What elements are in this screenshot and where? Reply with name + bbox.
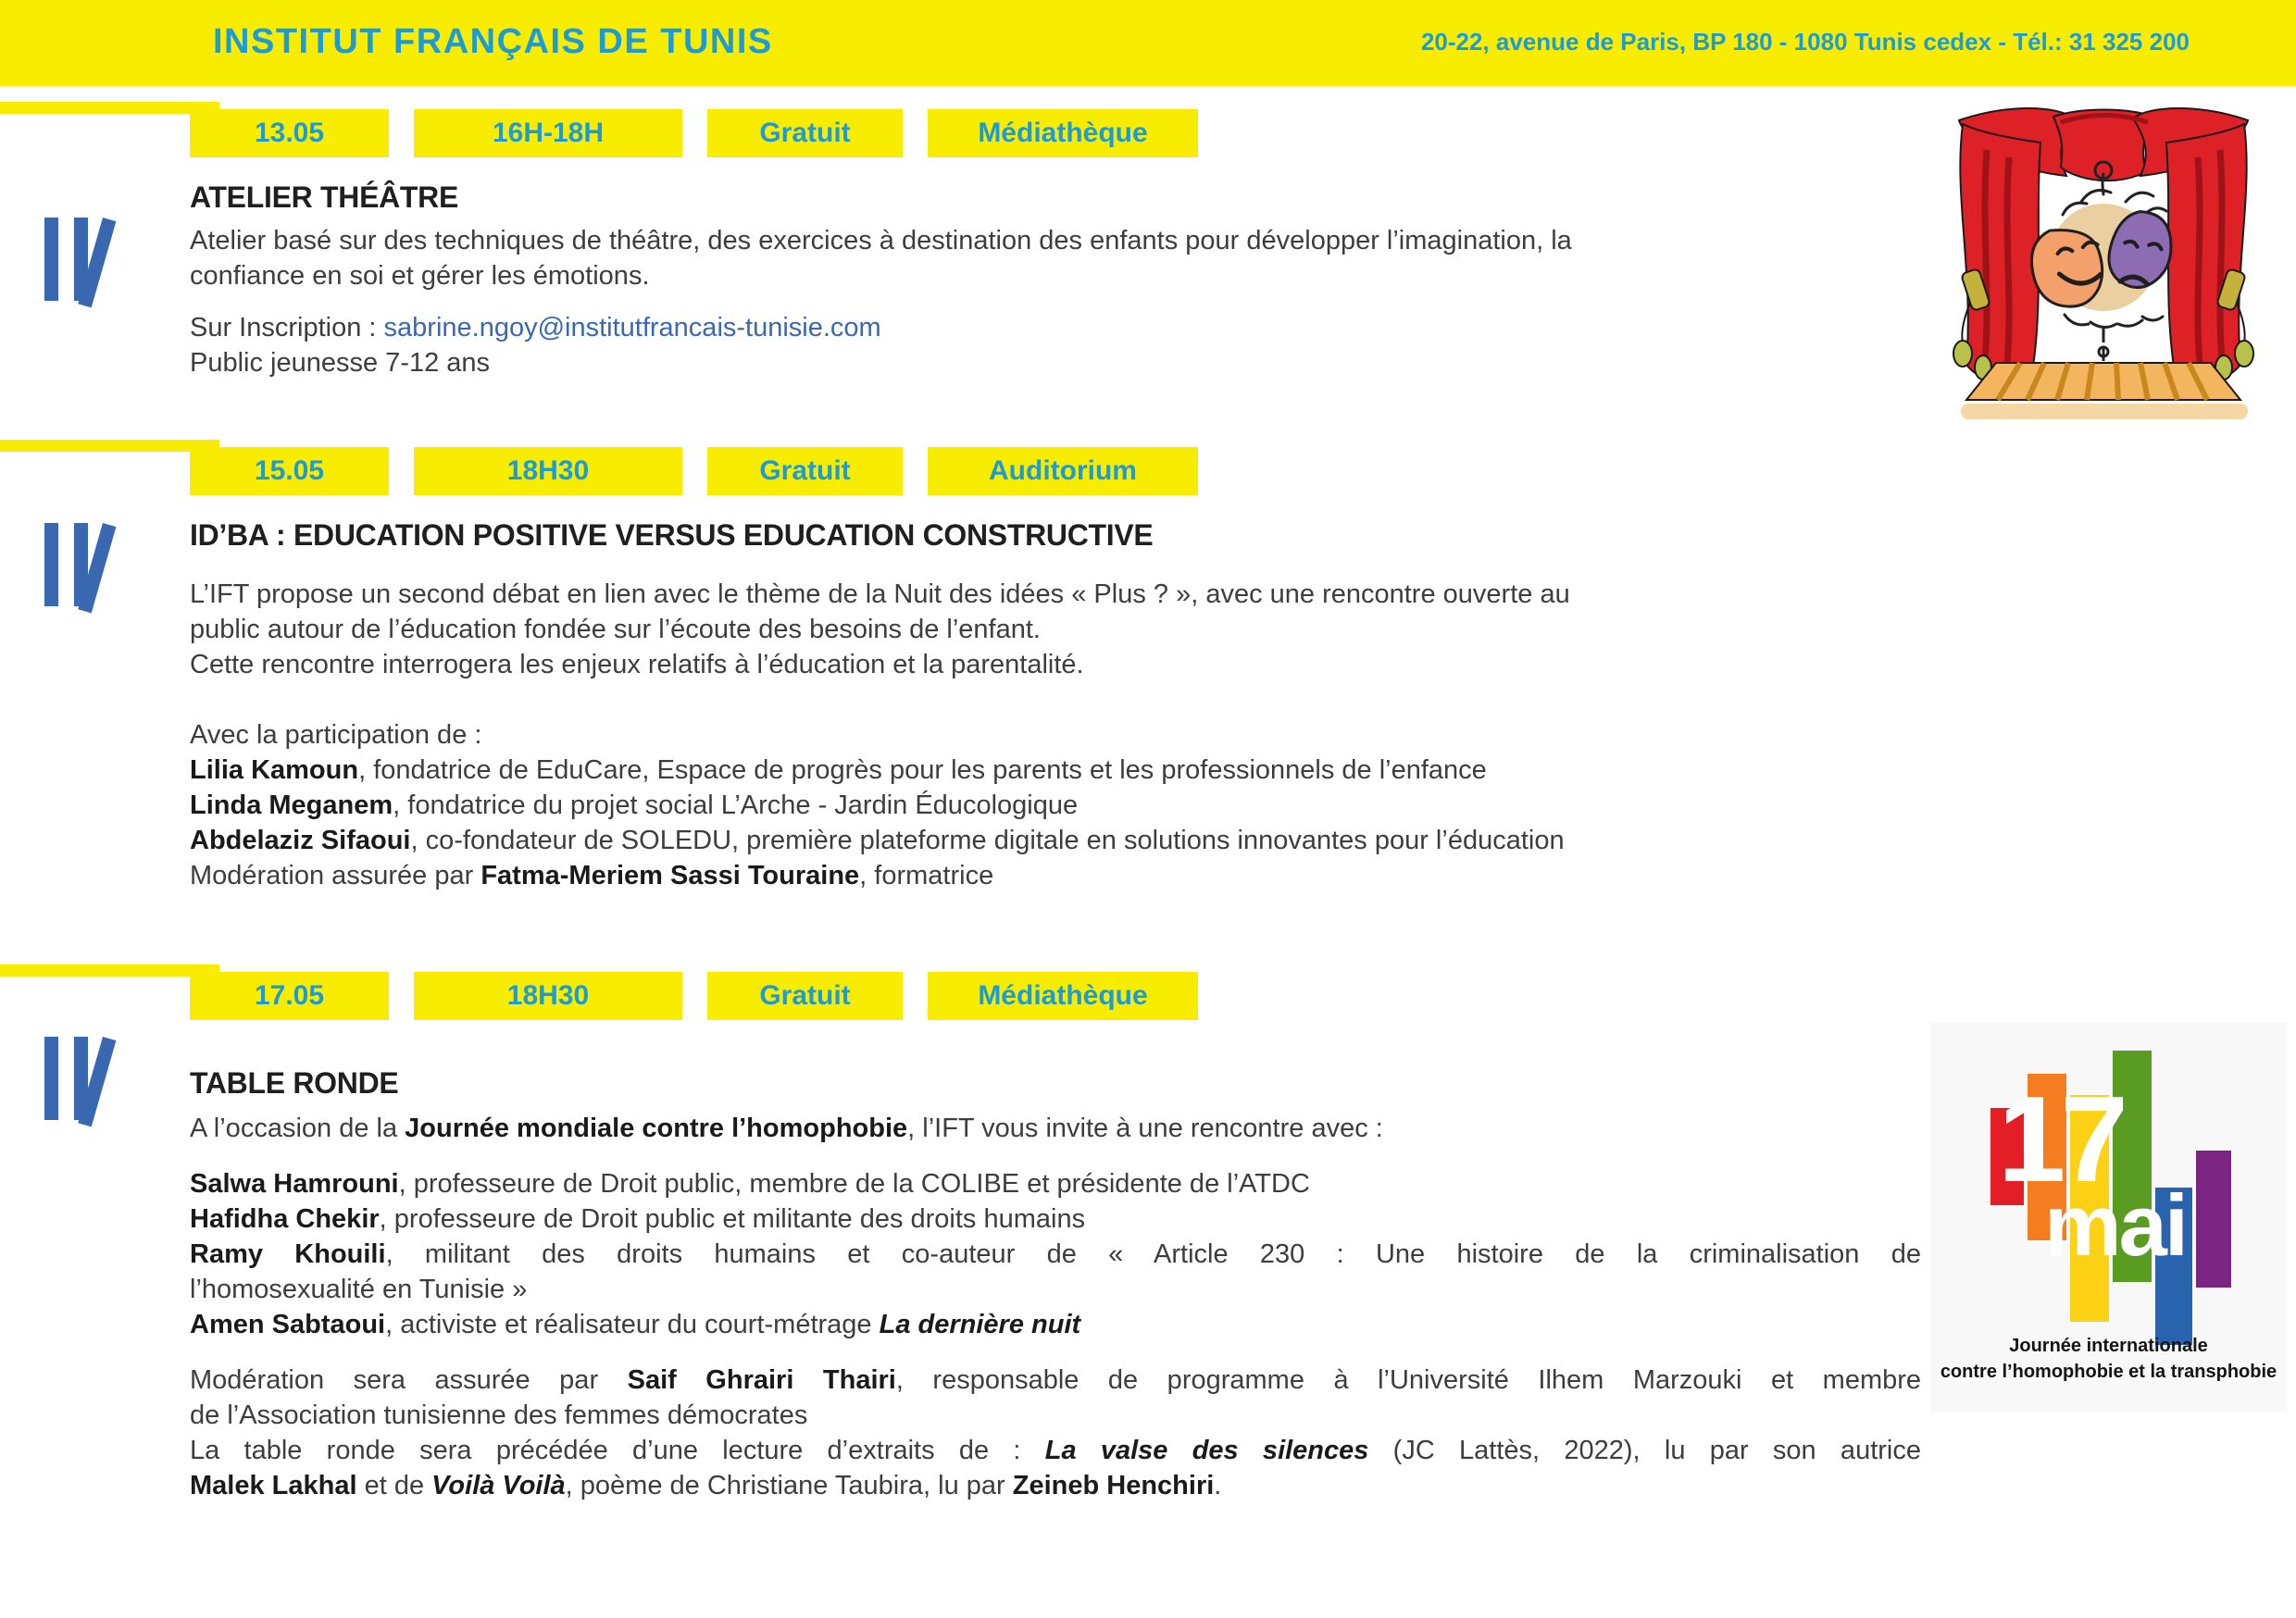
paragraph bbox=[190, 1111, 1921, 1146]
event-tags bbox=[190, 447, 1198, 495]
bar-purple bbox=[2196, 1151, 2231, 1288]
may17-number: 17 bbox=[1998, 1071, 2123, 1207]
text-segment: Zeineb Henchiri bbox=[1012, 1471, 1215, 1500]
text-segment: , responsable de programme à l’Université Ilhem Marzouki et membre bbox=[895, 1365, 1922, 1395]
text-line bbox=[190, 1237, 1921, 1272]
event-description bbox=[190, 1111, 1921, 1503]
email-link[interactable]: sabrine.ngoy@institutfrancais-tunisie.com bbox=[383, 313, 881, 342]
text-line bbox=[190, 1398, 1921, 1433]
tag-location: Médiathèque bbox=[928, 109, 1198, 157]
paragraph bbox=[190, 577, 1921, 682]
text-line bbox=[190, 258, 1921, 293]
text-segment: La dernière nuit bbox=[879, 1310, 1081, 1339]
text-line bbox=[190, 1201, 1921, 1237]
text-line bbox=[190, 223, 1921, 258]
text-segment: , fondatrice de EduCare, Espace de progrès pour les parents et les professionnels de l’enfance bbox=[358, 755, 1487, 785]
tag-price: Gratuit bbox=[707, 972, 903, 1020]
text-line bbox=[190, 1363, 1921, 1398]
text-segment: A l’occasion de la bbox=[190, 1114, 406, 1143]
tag-time: 18H30 bbox=[414, 972, 682, 1020]
text-segment: , professeure de Droit public, membre de la COLIBE et présidente de l’ATDC bbox=[398, 1169, 1310, 1199]
tag-location: Médiathèque bbox=[928, 972, 1198, 1020]
text-segment: Malek Lakhal bbox=[190, 1471, 357, 1500]
text-line bbox=[190, 717, 1921, 753]
event-description bbox=[190, 577, 1921, 893]
text-segment: Ramy Khouili bbox=[190, 1239, 386, 1269]
text-segment: Lilia Kamoun bbox=[190, 755, 359, 785]
institut-francais-books-icon bbox=[44, 523, 151, 620]
text-line bbox=[190, 823, 1921, 858]
text-segment: La valse des silences bbox=[1044, 1436, 1369, 1465]
text-segment: Fatma-Meriem Sassi Touraine bbox=[480, 861, 860, 890]
text-line bbox=[190, 647, 1921, 682]
paragraph bbox=[190, 310, 1921, 380]
text-segment: public autour de l’éducation fondée sur l’écoute des besoins de l’enfant. bbox=[190, 615, 1041, 644]
theater-stage-illustration bbox=[1942, 85, 2265, 426]
tag-date: 13.05 bbox=[190, 109, 389, 157]
text-segment: Saif Ghrairi Thairi bbox=[627, 1365, 896, 1395]
text-segment: Atelier basé sur des techniques de théâtre, des exercices à destination des enfants pour développer l’imagination, la bbox=[190, 226, 1572, 255]
may17-color-bars bbox=[1990, 1051, 2231, 1328]
text-segment: , militant des droits humains et co-auteur de « Article 230 : Une histoire de la criminalisation de bbox=[385, 1239, 1921, 1269]
text-segment: (JC Lattès, 2022), lu par son autrice bbox=[1368, 1436, 1921, 1465]
paragraph bbox=[190, 1363, 1921, 1503]
tag-date: 17.05 bbox=[190, 972, 389, 1020]
text-segment: Salwa Hamrouni bbox=[190, 1169, 399, 1199]
paragraph bbox=[190, 717, 1921, 893]
text-segment: , professeure de Droit public et militante des droits humains bbox=[379, 1204, 1086, 1234]
text-segment: Cette rencontre interrogera les enjeux relatifs à l’éducation et la parentalité. bbox=[190, 650, 1084, 679]
institution-title: INSTITUT FRANÇAIS DE TUNIS bbox=[213, 22, 773, 61]
event-title: TABLE RONDE bbox=[190, 1066, 399, 1100]
text-line bbox=[190, 858, 1921, 893]
paragraph bbox=[190, 1166, 1921, 1342]
text-segment: , co-fondateur de SOLEDU, première plateforme digitale en solutions innovantes pour l’éducation bbox=[410, 826, 1565, 855]
text-segment: Linda Meganem bbox=[190, 790, 393, 820]
text-segment: l’homosexualité en Tunisie » bbox=[190, 1275, 528, 1304]
text-segment: Voilà Voilà bbox=[431, 1471, 566, 1500]
text-line bbox=[190, 1433, 1921, 1468]
text-line bbox=[190, 612, 1921, 647]
tag-price: Gratuit bbox=[707, 109, 903, 157]
text-segment: Amen Sabtaoui bbox=[190, 1310, 386, 1339]
may17-caption-line1: Journée internationale bbox=[2009, 1336, 2208, 1356]
event-description bbox=[190, 223, 1921, 380]
text-line bbox=[190, 1272, 1921, 1307]
text-segment: confiance en soi et gérer les émotions. bbox=[190, 261, 650, 291]
may17-idahot-logo bbox=[1930, 1023, 2287, 1412]
section-marker bbox=[0, 102, 219, 114]
event-title: ID’BA : EDUCATION POSITIVE VERSUS EDUCATION CONSTRUCTIVE bbox=[190, 518, 1154, 552]
text-line bbox=[190, 1307, 1921, 1342]
text-segment: , fondatrice du projet social L’Arche - Jardin Éducologique bbox=[393, 790, 1079, 820]
text-line bbox=[190, 788, 1921, 823]
tag-location: Auditorium bbox=[928, 447, 1198, 495]
may17-caption-line2: contre l’homophobie et la transphobie bbox=[1940, 1362, 2277, 1382]
text-segment: Avec la participation de : bbox=[190, 720, 482, 750]
header-bar bbox=[0, 0, 2296, 86]
text-segment: , poème de Christiane Taubira, lu par bbox=[565, 1471, 1013, 1500]
text-line bbox=[190, 1111, 1921, 1146]
text-segment: La table ronde sera précédée d’une lecture d’extraits de : bbox=[190, 1436, 1045, 1465]
event-title: ATELIER THÉÂTRE bbox=[190, 180, 459, 214]
text-line bbox=[190, 310, 1921, 345]
event-tags bbox=[190, 972, 1198, 1020]
text-segment: et de bbox=[356, 1471, 432, 1500]
text-segment: , l’IFT vous invite à une rencontre avec : bbox=[907, 1114, 1383, 1143]
may17-month: mai bbox=[2044, 1176, 2186, 1274]
text-segment: Journée mondiale contre l’homophobie bbox=[405, 1114, 908, 1143]
section-marker bbox=[0, 965, 219, 977]
text-line bbox=[190, 1166, 1921, 1201]
text-segment: Sur Inscription : bbox=[190, 313, 384, 342]
tag-date: 15.05 bbox=[190, 447, 389, 495]
text-line bbox=[190, 345, 1921, 380]
text-segment: , formatrice bbox=[859, 861, 994, 890]
text-line bbox=[190, 1468, 1921, 1503]
text-segment: L’IFT propose un second débat en lien avec le thème de la Nuit des idées « Plus ? », avec une rencontre ouverte au bbox=[190, 579, 1570, 609]
section-marker bbox=[0, 440, 219, 452]
text-segment: Public jeunesse 7-12 ans bbox=[190, 348, 491, 378]
text-segment: Abdelaziz Sifaoui bbox=[190, 826, 411, 855]
text-line bbox=[190, 753, 1921, 788]
text-segment: Modération assurée par bbox=[190, 861, 481, 890]
event-tags bbox=[190, 109, 1198, 157]
text-segment: , activiste et réalisateur du court-métrage bbox=[385, 1310, 880, 1339]
tag-time: 16H-18H bbox=[414, 109, 682, 157]
paragraph bbox=[190, 223, 1921, 293]
institution-address: 20-22, avenue de Paris, BP 180 - 1080 Tunis cedex - Tél.: 31 325 200 bbox=[1420, 28, 2190, 56]
text-segment: de l’Association tunisienne des femmes démocrates bbox=[190, 1400, 808, 1430]
text-segment: Modération sera assurée par bbox=[190, 1365, 628, 1395]
institut-francais-books-icon bbox=[44, 218, 151, 315]
tag-price: Gratuit bbox=[707, 447, 903, 495]
tag-time: 18H30 bbox=[414, 447, 682, 495]
text-segment: Hafidha Chekir bbox=[190, 1204, 380, 1234]
text-segment: . bbox=[1214, 1471, 1222, 1500]
institut-francais-books-icon bbox=[44, 1037, 151, 1134]
text-line bbox=[190, 577, 1921, 612]
